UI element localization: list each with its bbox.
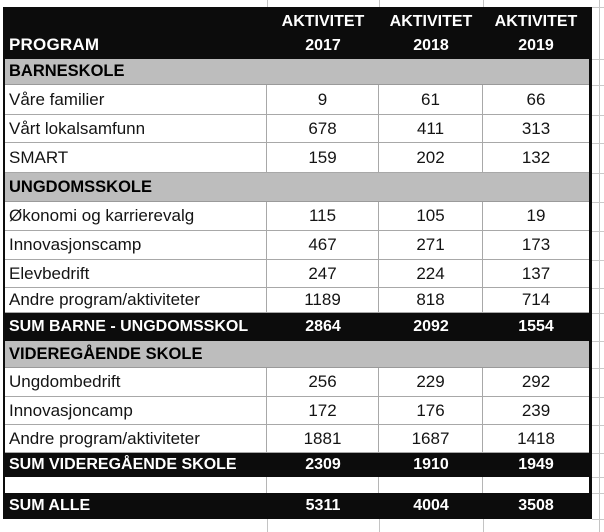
header-cell-aktivitet-2019[interactable] — [483, 7, 589, 59]
cell-aktivitet-2018[interactable]: 224 — [379, 260, 483, 288]
activity-table — [3, 7, 592, 519]
header-year-label: 2018 — [413, 37, 449, 54]
header-cell-program[interactable]: PROGRAM — [9, 35, 100, 54]
cell-program[interactable]: Andre program/aktiviteter — [5, 425, 267, 453]
data-row — [5, 85, 589, 115]
header-aktivitet-label: AKTIVITET — [494, 13, 578, 30]
cell-aktivitet-2018[interactable]: 229 — [379, 368, 483, 397]
cell-aktivitet-2019[interactable]: 1949 — [518, 456, 554, 473]
cell-aktivitet-2019[interactable]: 292 — [483, 368, 589, 397]
cell-aktivitet-2019[interactable]: 132 — [483, 143, 589, 173]
gridline — [483, 519, 484, 532]
cell-aktivitet-2017[interactable]: 1189 — [267, 288, 379, 313]
cell-aktivitet-2019[interactable]: 313 — [483, 115, 589, 143]
cell-aktivitet-2017[interactable]: 172 — [267, 397, 379, 425]
cell-aktivitet-2019[interactable]: 3508 — [518, 497, 554, 514]
cell-aktivitet-2018[interactable]: 105 — [379, 202, 483, 231]
gridline — [267, 0, 268, 7]
data-row — [5, 397, 589, 425]
cell-aktivitet-2018[interactable]: 202 — [379, 143, 483, 173]
data-row — [5, 202, 589, 231]
cell-aktivitet-2017[interactable]: 2864 — [305, 318, 341, 335]
cell-aktivitet-2018[interactable]: 1687 — [379, 425, 483, 453]
cell-program[interactable]: Andre program/aktiviteter — [5, 288, 267, 313]
cell-aktivitet-2017[interactable]: 1881 — [267, 425, 379, 453]
cell-aktivitet-2019[interactable]: 137 — [483, 260, 589, 288]
cell-program[interactable]: Vårt lokalsamfunn — [5, 115, 267, 143]
section-row[interactable]: UNGDOMSSKOLE — [5, 173, 589, 202]
spacer-row — [5, 477, 589, 493]
cell-aktivitet-2017[interactable]: 159 — [267, 143, 379, 173]
cell-aktivitet-2017[interactable]: 9 — [267, 85, 379, 115]
empty-cell[interactable] — [267, 477, 379, 493]
empty-cell[interactable] — [379, 477, 483, 493]
data-row — [5, 425, 589, 453]
cell-aktivitet-2017[interactable]: 247 — [267, 260, 379, 288]
empty-cell[interactable] — [5, 477, 267, 493]
cell-program[interactable]: SUM VIDEREGÅENDE SKOLE — [9, 456, 237, 473]
cell-aktivitet-2019[interactable]: 1554 — [518, 318, 554, 335]
cell-aktivitet-2019[interactable]: 66 — [483, 85, 589, 115]
cell-program[interactable]: SUM ALLE — [9, 497, 91, 514]
header-cell-aktivitet-2018[interactable] — [379, 7, 483, 59]
header-aktivitet-label: AKTIVITET — [281, 13, 365, 30]
cell-aktivitet-2018[interactable]: 4004 — [413, 497, 449, 514]
header-aktivitet-label: AKTIVITET — [389, 13, 473, 30]
gridline — [483, 0, 484, 7]
gridline — [379, 519, 380, 532]
cell-program[interactable]: SUM BARNE - UNGDOMSSKOL — [9, 318, 249, 335]
cell-aktivitet-2017[interactable]: 256 — [267, 368, 379, 397]
header-cell-aktivitet-2017[interactable] — [267, 7, 379, 59]
cell-aktivitet-2019[interactable]: 1418 — [483, 425, 589, 453]
cell-aktivitet-2018[interactable]: 411 — [379, 115, 483, 143]
cell-aktivitet-2018[interactable]: 176 — [379, 397, 483, 425]
cell-aktivitet-2019[interactable]: 19 — [483, 202, 589, 231]
cell-aktivitet-2017[interactable]: 115 — [267, 202, 379, 231]
header-year-label: 2019 — [518, 37, 554, 54]
gridline — [267, 519, 268, 532]
cell-aktivitet-2017[interactable]: 5311 — [305, 497, 341, 514]
section-row[interactable]: VIDEREGÅENDE SKOLE — [5, 341, 589, 368]
cell-program[interactable]: Elevbedrift — [5, 260, 267, 288]
data-row — [5, 260, 589, 288]
sum-row — [5, 453, 589, 477]
data-row — [5, 115, 589, 143]
cell-aktivitet-2018[interactable]: 271 — [379, 231, 483, 260]
gridline — [379, 0, 380, 7]
section-row[interactable]: BARNESKOLE — [5, 59, 589, 85]
cell-program[interactable]: Ungdombedrift — [5, 368, 267, 397]
cell-aktivitet-2019[interactable]: 173 — [483, 231, 589, 260]
data-row — [5, 143, 589, 173]
cell-aktivitet-2018[interactable]: 61 — [379, 85, 483, 115]
sum-row — [5, 493, 589, 519]
cell-aktivitet-2017[interactable]: 678 — [267, 115, 379, 143]
cell-aktivitet-2019[interactable]: 239 — [483, 397, 589, 425]
cell-aktivitet-2018[interactable]: 1910 — [413, 456, 449, 473]
cell-aktivitet-2017[interactable]: 467 — [267, 231, 379, 260]
cell-program[interactable]: SMART — [5, 143, 267, 173]
table-body — [5, 59, 589, 519]
header-year-label: 2017 — [305, 37, 341, 54]
cell-program[interactable]: Økonomi og karrierevalg — [5, 202, 267, 231]
sum-row — [5, 313, 589, 341]
cell-aktivitet-2018[interactable]: 818 — [379, 288, 483, 313]
cell-aktivitet-2019[interactable]: 714 — [483, 288, 589, 313]
cell-program[interactable]: Våre familier — [5, 85, 267, 115]
cell-program[interactable]: Innovasjonscamp — [5, 231, 267, 260]
cell-program[interactable]: Innovasjoncamp — [5, 397, 267, 425]
data-row — [5, 288, 589, 313]
empty-cell[interactable] — [483, 477, 589, 493]
cell-aktivitet-2018[interactable]: 2092 — [413, 318, 449, 335]
data-row — [5, 231, 589, 260]
table-header-row — [5, 7, 589, 59]
cell-aktivitet-2017[interactable]: 2309 — [305, 456, 341, 473]
data-row — [5, 368, 589, 397]
